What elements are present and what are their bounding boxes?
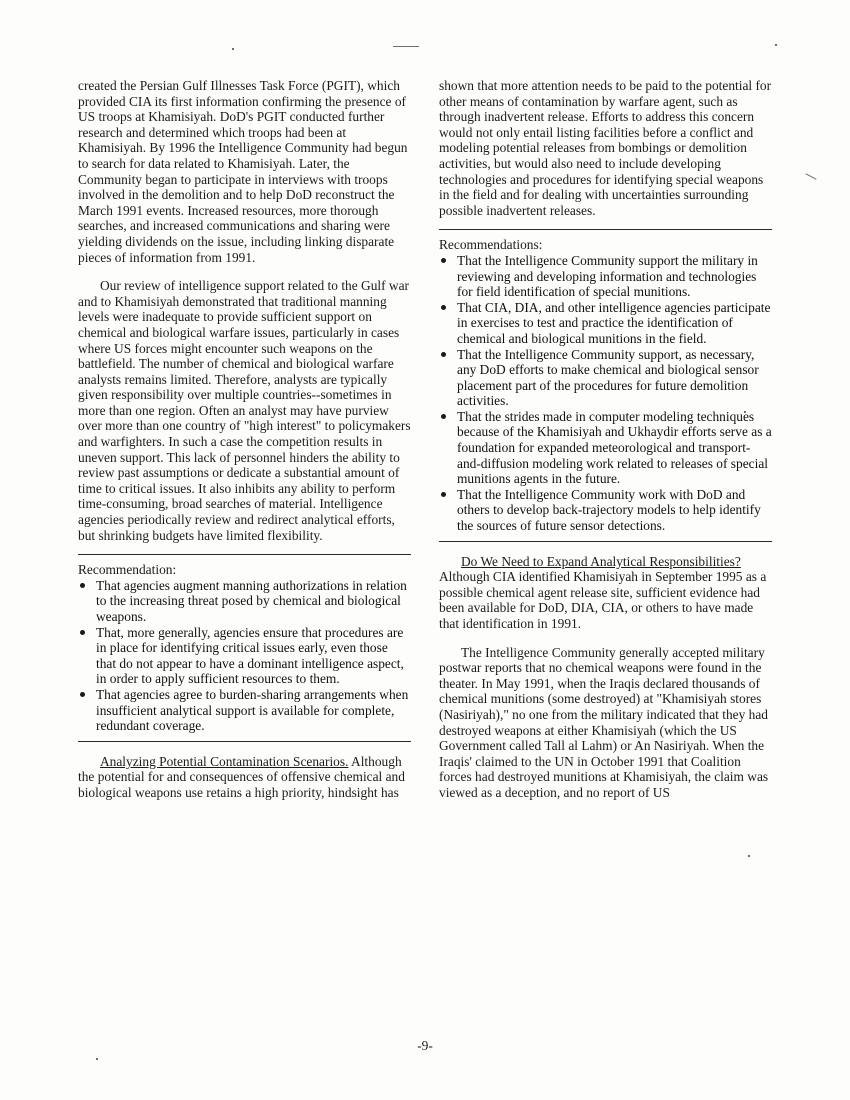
paragraph: The Intelligence Community generally accepted military postwar reports that no chemical weapons were found in the theater. In May 1991, when the Iraqis declared thousands of chemical munitions (some destroyed) at "Khamisiyah stores (Nasiriyah)," no one from the military indicated that they had destroyed weapons at either Khamisiyah (which the US Government called Tall al Lahm) or An Nasiriyah. When the Iraqis' claimed to the UN in October 1991 that Coalition forces had destroyed munitions at Khamisiyah, the claim was viewed as a deception, and no report of US (439, 644, 769, 800)
bullet-icon (80, 583, 85, 588)
right-column (439, 78, 772, 801)
scan-tick-mark (775, 44, 777, 46)
section-heading-body: Although the potential for and consequences of offensive chemical and biological weapons use retains a high priority, hindsight has (78, 753, 405, 800)
section-heading: Do We Need to Expand Analytical Responsibilities? (461, 553, 741, 569)
bullet-icon (80, 630, 85, 635)
section-heading-body: Although CIA identified Khamisiyah in September 1995 as a possible chemical agent release site, sufficient evidence had been available for DoD, DIA, CIA, or others to have made that identification in 1991. (439, 569, 767, 631)
list-item (439, 300, 772, 347)
section-divider (439, 541, 772, 542)
scan-tick-mark (393, 46, 419, 47)
list-item (78, 687, 411, 734)
section-divider (439, 229, 772, 230)
recommendation-list (78, 578, 411, 734)
page-number: -9- (417, 1038, 433, 1053)
paragraph: shown that more attention needs to be paid to the potential for other means of contamination by warfare agent, such as through inadvertent release. Efforts to address this concern would not only entail listing facilities before a conflict and modeling potential releases from bombings or demolition activities, but would also need to include developing technologies and procedures for identifying special weapons in the field and for dealing with uncertainties surrounding possible inadvertent releases. (439, 78, 772, 218)
recommendations-heading: Recommendations: (439, 237, 543, 253)
list-item (439, 487, 772, 534)
section-heading-block (439, 554, 772, 632)
scan-tick-mark (96, 1058, 98, 1060)
list-item-text: That agencies augment manning authorizations in relation to the increasing threat posed by chemical and biological weapons. (96, 577, 407, 624)
bullet-icon (441, 352, 446, 357)
scan-tick-mark (748, 855, 750, 857)
recommendations-list (439, 253, 772, 534)
paragraph: Our review of intelligence support related to the Gulf war and to Khamisiyah demonstrated that traditional manning levels were inadequate to provide sufficient support on chemical and biological warfare issues, particularly in cases where US forces might encounter such weapons on the battlefield. The number of chemical and biological warfare analysts remains limited. Therefore, analysts are typically given responsibility over multiple countries--sometimes in more than one region. Often an analyst may have purview over more than one country of "high interest" to policymakers and warfighters. In such a case the competition results in uneven support. This lack of personnel hinders the ability to review past assumptions or dedicate a substantial amount of time to critical issues. It also inhibits any ability to perform time-consuming, broad searches of material. Intelligence agencies periodically review and redirect analytical efforts, but shrinking budgets have limited flexibility. (78, 278, 411, 543)
scan-tick-mark (805, 173, 816, 180)
bullet-icon (441, 258, 446, 263)
section-divider (78, 554, 411, 555)
list-item-text: That the Intelligence Community work with DoD and others to develop back-trajectory models to help identify the sources of future sensor detections. (457, 486, 761, 534)
list-item (78, 578, 411, 625)
two-column-body (78, 78, 772, 801)
list-item-text: That CIA, DIA, and other intelligence agencies participate in exercises to test and practice the identification of chemical and biological munitions in the field. (457, 299, 771, 346)
list-item (439, 253, 772, 300)
list-item-text: That, more generally, agencies ensure that procedures are in place for identifying critical issues early, even those that do not appear to have a dominant intelligence aspect, in order to apply sufficient resources to them. (96, 624, 404, 687)
list-item (439, 347, 772, 409)
section-heading: Analyzing Potential Contamination Scenarios. (100, 753, 349, 769)
list-item-text: That the strides made in computer modeling techniques because of the Khamisiyah and Ukhaydir efforts serve as a foundation for expanded meteorological and transport-and-diffusion modeling work related to releases of special munitions agents in the future. (457, 408, 772, 487)
bullet-icon (80, 692, 85, 697)
bullet-icon (441, 492, 446, 497)
bullet-icon (441, 414, 446, 419)
list-item (439, 409, 772, 487)
list-item (78, 625, 411, 687)
section-divider (78, 741, 411, 742)
list-item-text: That the Intelligence Community support the military in reviewing and developing information and technologies for field identification of special munitions. (457, 252, 758, 300)
list-item-text: That the Intelligence Community support, as necessary, any DoD efforts to make chemical and biological sensor placement part of the procedures for future demolition activities. (457, 346, 759, 409)
section-heading-block (78, 754, 411, 801)
left-column (78, 78, 411, 801)
paragraph: created the Persian Gulf Illnesses Task Force (PGIT), which provided CIA its first information confirming the presence of US troops at Khamisiyah. DoD's PGIT conducted further research and determined which troops had been at Khamisiyah. By 1996 the Intelligence Community had begun to search for data related to Khamisiyah. Later, the Community began to participate in interviews with troops involved in the demolition and to help DoD reconstruct the March 1991 events. Increased resources, more thorough searches, and increased communications and sharing were yielding dividends on the issue, including linking disparate pieces of information from 1991. (78, 78, 408, 265)
bullet-icon (441, 305, 446, 310)
recommendation-heading: Recommendation: (78, 562, 177, 578)
scan-tick-mark (232, 48, 234, 50)
list-item-text: That agencies agree to burden-sharing arrangements when insufficient analytical support is available for complete, redundant coverage. (96, 686, 409, 734)
